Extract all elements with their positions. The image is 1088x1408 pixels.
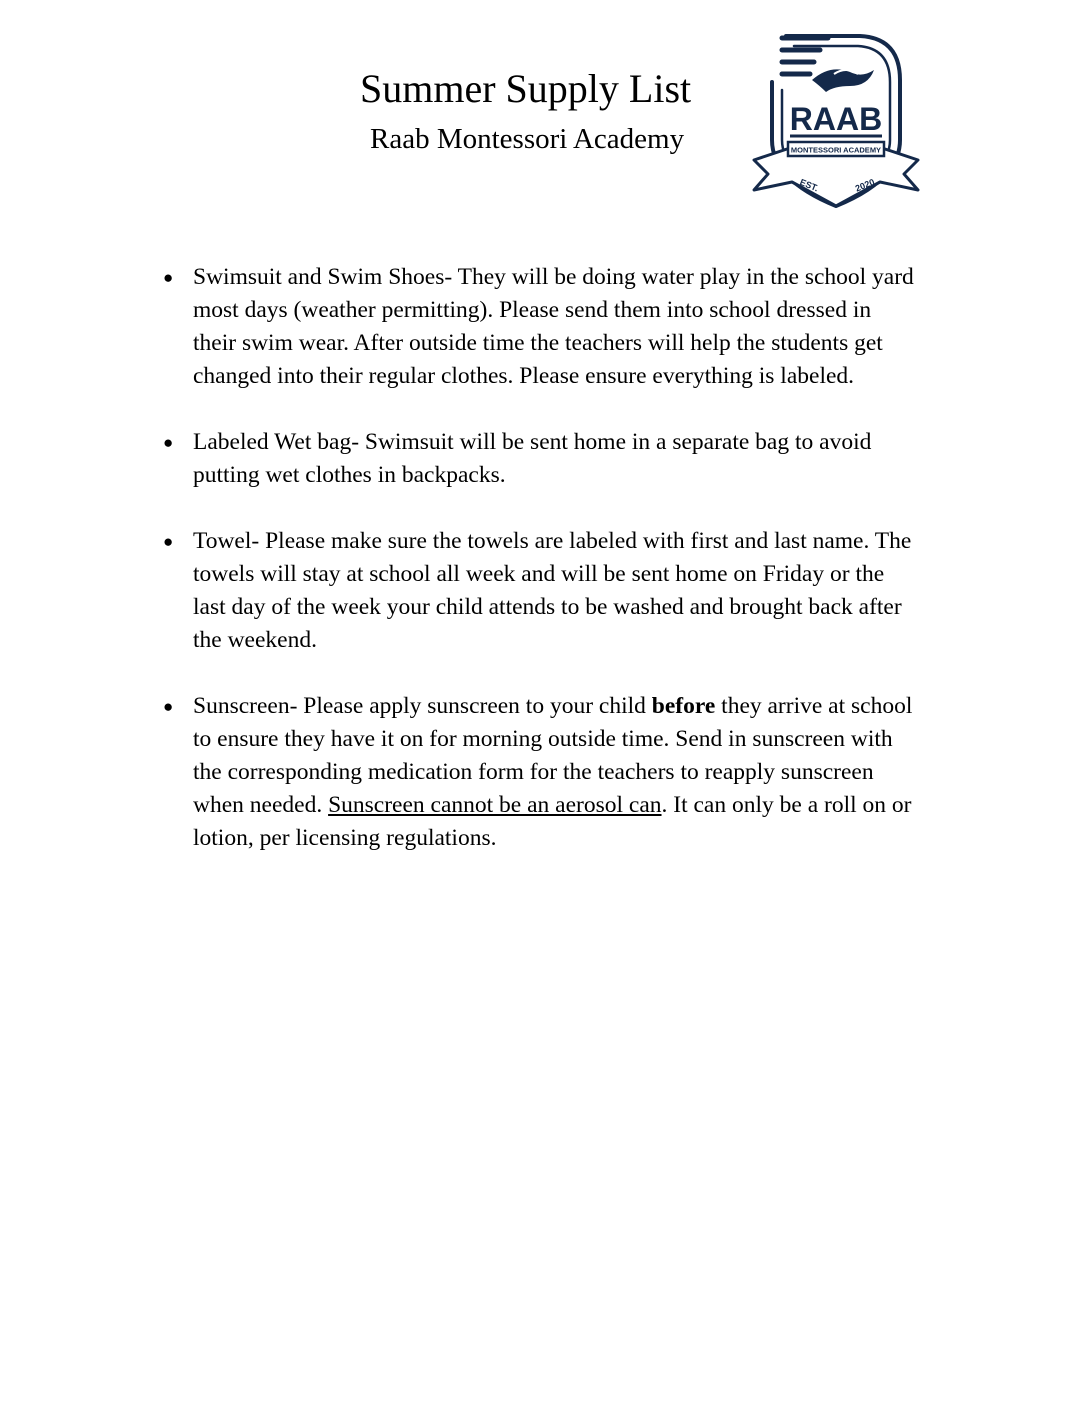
list-item bbox=[160, 690, 920, 855]
list-item bbox=[160, 525, 920, 657]
logo-wordmark: RAAB bbox=[789, 101, 883, 137]
svg-text:MONTESSORI ACADEMY: MONTESSORI ACADEMY bbox=[790, 145, 882, 155]
list-item bbox=[160, 261, 920, 393]
item-text-part: . It can only be a roll on or lotion, per licensing regulations. bbox=[193, 792, 912, 851]
bullet-icon: ● bbox=[163, 697, 174, 716]
item-text bbox=[193, 690, 920, 855]
svg-text:2020: 2020 bbox=[853, 176, 877, 194]
item-text: Labeled Wet bag- Swimsuit will be sent home in a separate bag to avoid putting wet clothes in backpacks. bbox=[193, 429, 872, 488]
item-text: Towel- Please make sure the towels are labeled with first and last name. The towels will stay at school all week and will be sent home on Friday or the last day of the week your child attends to be washed and brought back after the weekend. bbox=[193, 528, 912, 653]
item-text: Swimsuit and Swim Shoes- They will be doing water play in the school yard most days (weather permitting). Please send them into school dressed in their swim wear. After outside time the teachers will help the students get changed into their regular clothes. Please ensure everything is labeled. bbox=[193, 264, 914, 389]
item-text-part: they arrive at school to ensure they have it on for morning outside time. Send in sunscreen with the corresponding medication form for the teachers to reapply sunscreen when needed. bbox=[193, 693, 913, 818]
item-text-part: Sunscreen- Please apply sunscreen to your child bbox=[193, 693, 652, 719]
bullet-icon: ● bbox=[163, 532, 174, 551]
underlined-text: Sunscreen cannot be an aerosol can bbox=[328, 792, 662, 818]
supply-list bbox=[160, 261, 920, 888]
bullet-icon: ● bbox=[163, 268, 174, 287]
svg-text:EST.: EST. bbox=[798, 177, 820, 194]
list-item bbox=[160, 426, 920, 492]
bullet-icon: ● bbox=[163, 433, 174, 452]
page-title: Summer Supply List bbox=[360, 66, 692, 111]
school-logo bbox=[750, 30, 922, 212]
page-subtitle: Raab Montessori Academy bbox=[370, 123, 685, 155]
emphasis-text: before bbox=[651, 693, 716, 719]
